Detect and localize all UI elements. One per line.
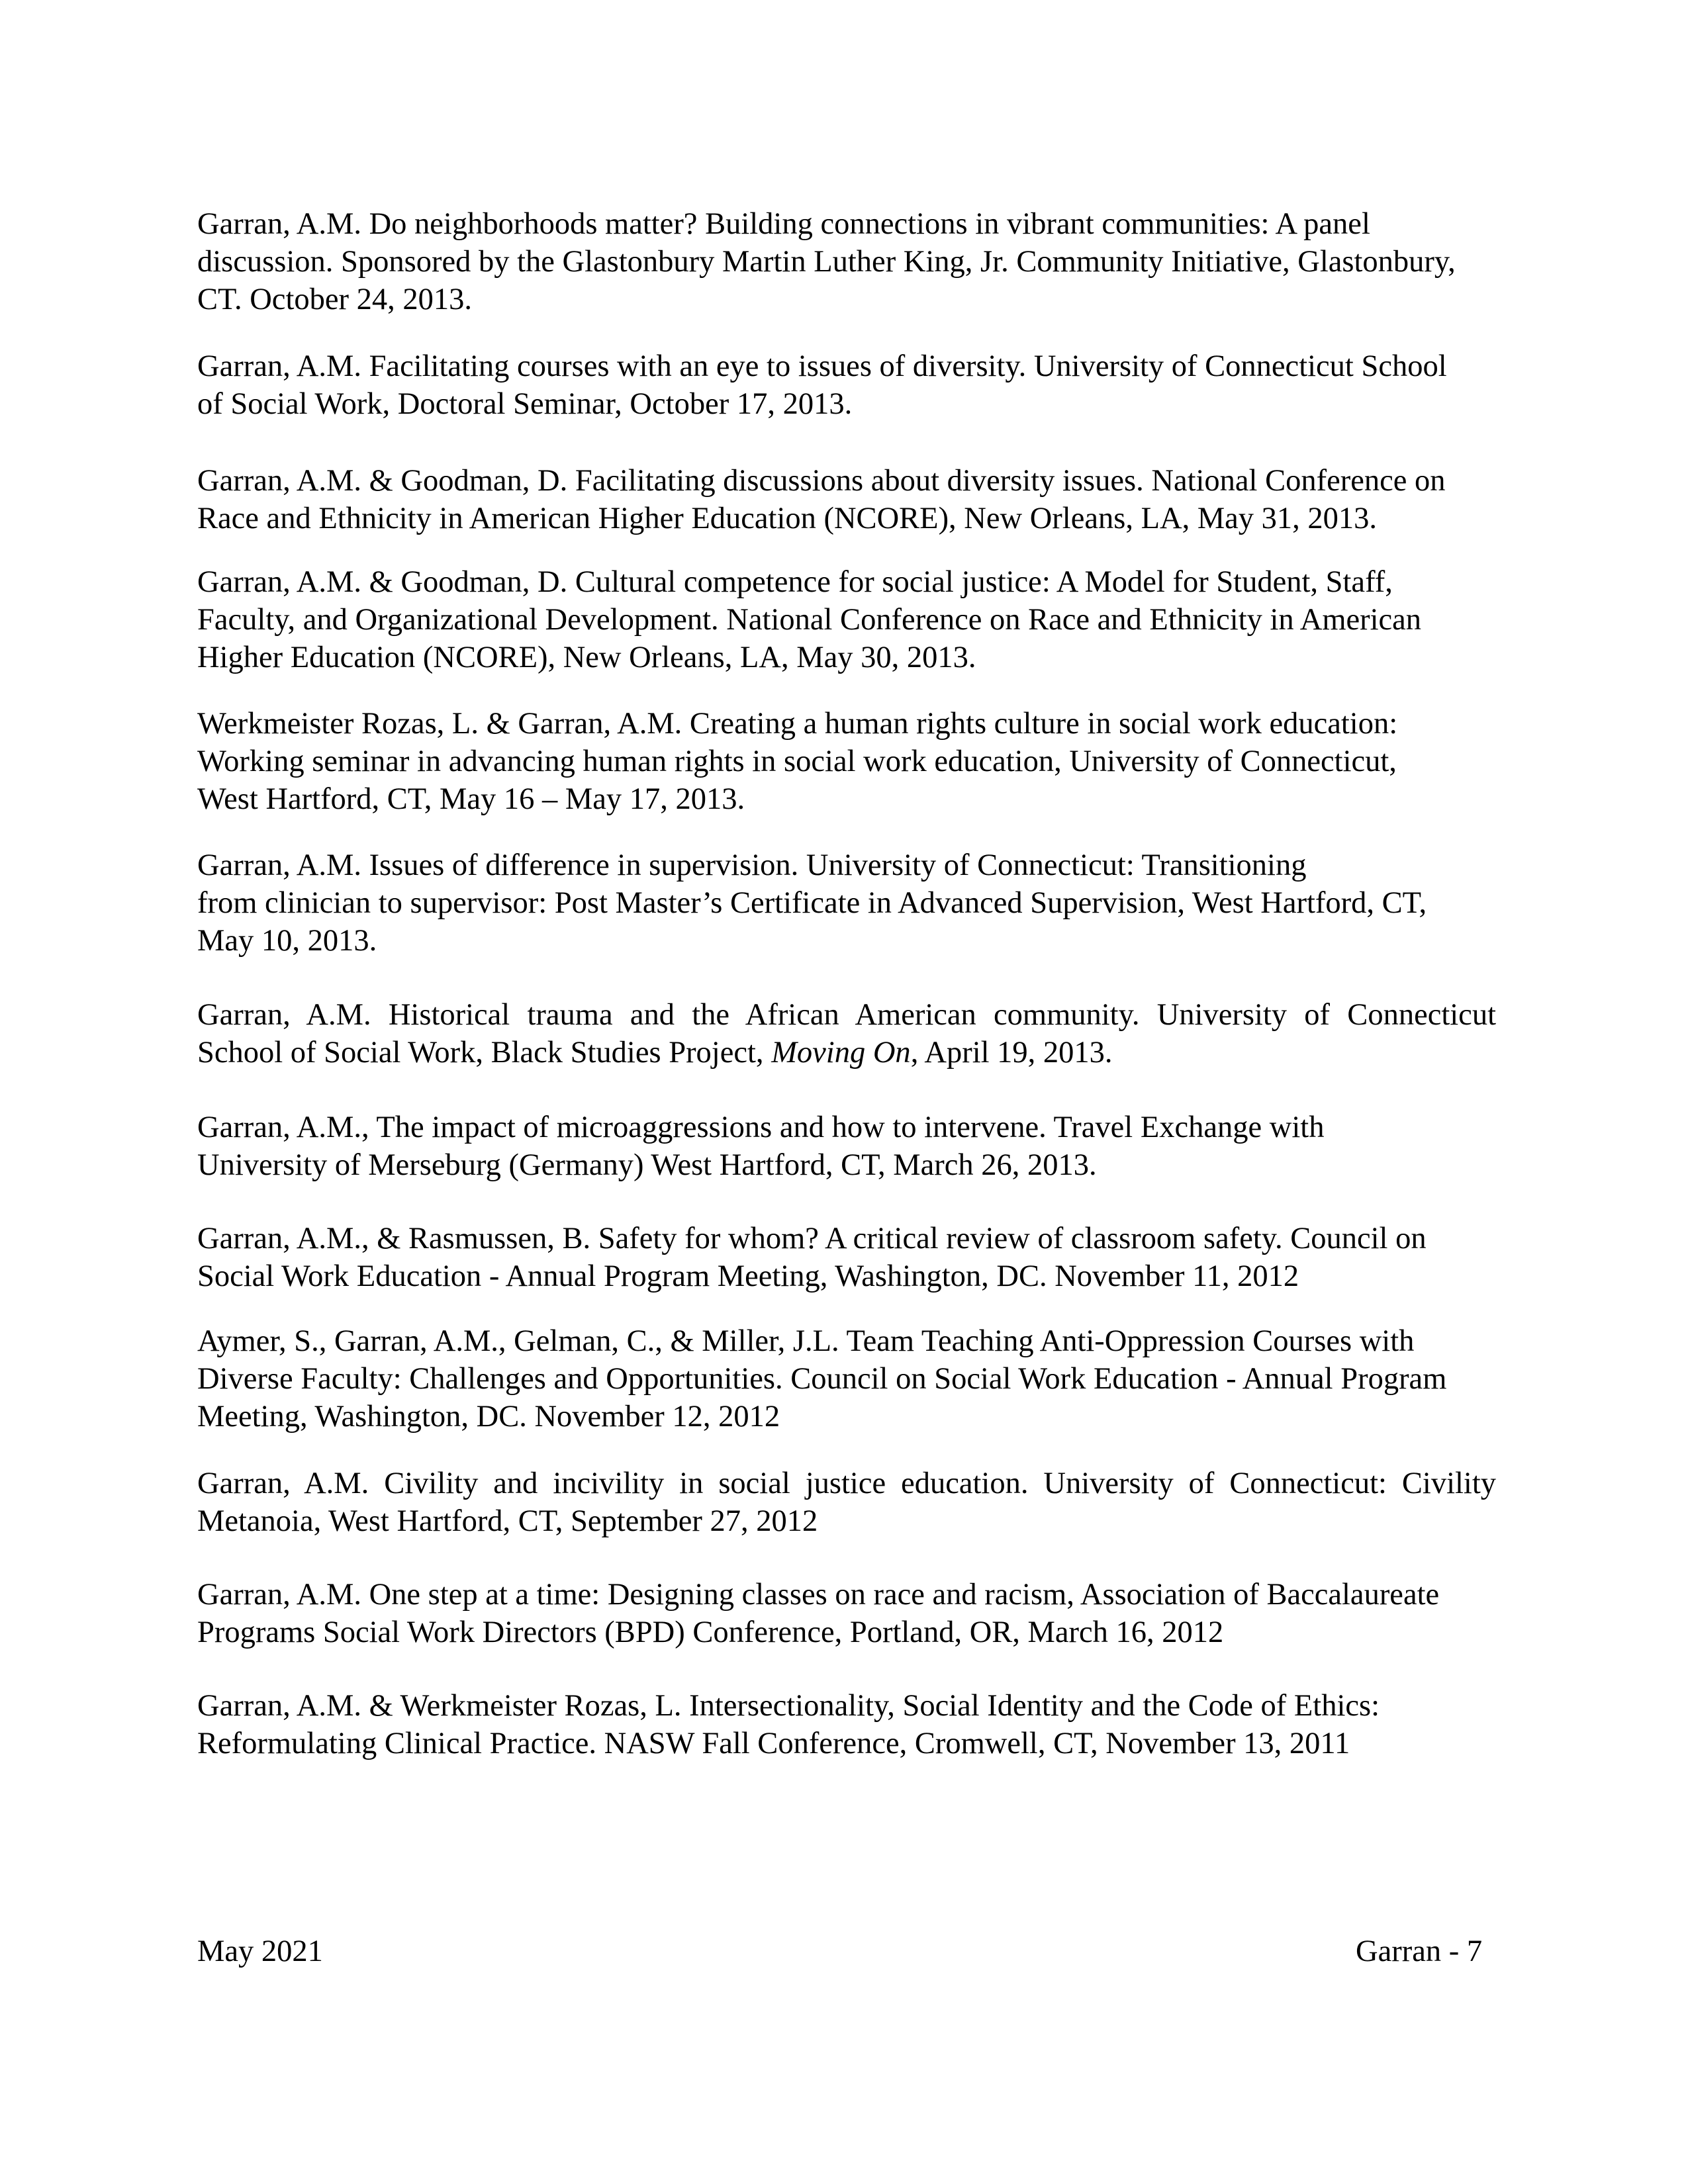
entry-line: Garran, A.M., & Rasmussen, B. Safety for whom? A critical review of classroom safety. Council on xyxy=(197,1222,1427,1255)
entry-line: Metanoia, West Hartford, CT, September 27, 2012 xyxy=(197,1504,818,1538)
entry-line: Garran, A.M. & Goodman, D. Cultural competence for social justice: A Model for Student, Staff, xyxy=(197,565,1393,599)
entry-line: Garran, A.M. Historical trauma and the African American community. University of Connecticut xyxy=(197,998,1496,1032)
presentation-entry xyxy=(197,1322,1496,1435)
entry-line: Garran, A.M. One step at a time: Designing classes on race and racism, Association of Baccalaureate xyxy=(197,1578,1440,1612)
entry-text: School of Social Work, Black Studies Project, xyxy=(197,1036,772,1069)
entry-text: , April 19, 2013. xyxy=(910,1036,1113,1069)
entry-line xyxy=(197,1034,1496,1071)
entry-line: Garran, A.M. Civility and incivility in social justice education. University of Connecticut: Civility xyxy=(197,1467,1496,1500)
presentation-entry xyxy=(197,996,1496,1071)
project-title: Moving On xyxy=(771,1036,911,1069)
entry-line: Working seminar in advancing human rights in social work education, University of Connecticut, xyxy=(197,745,1397,778)
entry-line: Diverse Faculty: Challenges and Opportunities. Council on Social Work Education - Annual Program xyxy=(197,1362,1447,1396)
presentation-entry xyxy=(197,705,1496,818)
presentation-entry xyxy=(197,563,1496,676)
presentation-entry xyxy=(197,1576,1496,1651)
presentation-entry xyxy=(197,1687,1496,1762)
entry-line: Garran, A.M. & Goodman, D. Facilitating discussions about diversity issues. National Conference on xyxy=(197,464,1446,498)
entry-line: of Social Work, Doctoral Seminar, October 17, 2013. xyxy=(197,387,853,421)
presentation-entry xyxy=(197,1465,1496,1540)
entry-line: Reformulating Clinical Practice. NASW Fall Conference, Cromwell, CT, November 13, 2011 xyxy=(197,1727,1350,1760)
entry-line: Garran, A.M., The impact of microaggressions and how to intervene. Travel Exchange with xyxy=(197,1111,1325,1144)
entry-line: Garran, A.M. & Werkmeister Rozas, L. Intersectionality, Social Identity and the Code of Ethics: xyxy=(197,1689,1380,1723)
entry-line: Social Work Education - Annual Program Meeting, Washington, DC. November 11, 2012 xyxy=(197,1259,1299,1293)
footer-date: May 2021 xyxy=(197,1934,323,1968)
entry-line: Higher Education (NCORE), New Orleans, LA, May 30, 2013. xyxy=(197,641,976,674)
presentation-entry xyxy=(197,846,1496,960)
entry-line: May 10, 2013. xyxy=(197,924,377,958)
presentation-entry xyxy=(197,347,1496,423)
entry-line: University of Merseburg (Germany) West Hartford, CT, March 26, 2013. xyxy=(197,1148,1097,1182)
entry-line: Aymer, S., Garran, A.M., Gelman, C., & Miller, J.L. Team Teaching Anti-Oppression Courses with xyxy=(197,1324,1415,1358)
presentation-entry xyxy=(197,205,1496,318)
presentation-entry xyxy=(197,462,1496,537)
entry-line: Garran, A.M. Issues of difference in supervision. University of Connecticut: Transitioning xyxy=(197,848,1307,882)
entry-line: Werkmeister Rozas, L. & Garran, A.M. Creating a human rights culture in social work education: xyxy=(197,707,1398,741)
presentation-entry xyxy=(197,1220,1496,1295)
entry-line: Garran, A.M. Facilitating courses with an eye to issues of diversity. University of Connecticut School xyxy=(197,349,1447,383)
entry-line: Garran, A.M. Do neighborhoods matter? Building connections in vibrant communities: A panel xyxy=(197,207,1370,241)
entry-line: Faculty, and Organizational Development. National Conference on Race and Ethnicity in American xyxy=(197,603,1422,637)
entry-line: Meeting, Washington, DC. November 12, 2012 xyxy=(197,1400,780,1433)
footer-page-number: Garran - 7 xyxy=(1356,1934,1483,1968)
entry-line: Programs Social Work Directors (BPD) Conference, Portland, OR, March 16, 2012 xyxy=(197,1615,1224,1649)
entry-line: CT. October 24, 2013. xyxy=(197,283,472,316)
entry-line: from clinician to supervisor: Post Master’s Certificate in Advanced Supervision, West Hartford, CT, xyxy=(197,886,1427,920)
entry-line: discussion. Sponsored by the Glastonbury Martin Luther King, Jr. Community Initiative, Glastonbury, xyxy=(197,245,1456,279)
presentation-entry xyxy=(197,1109,1496,1184)
entry-line: West Hartford, CT, May 16 – May 17, 2013. xyxy=(197,782,745,816)
entry-line: Race and Ethnicity in American Higher Education (NCORE), New Orleans, LA, May 31, 2013. xyxy=(197,502,1378,535)
